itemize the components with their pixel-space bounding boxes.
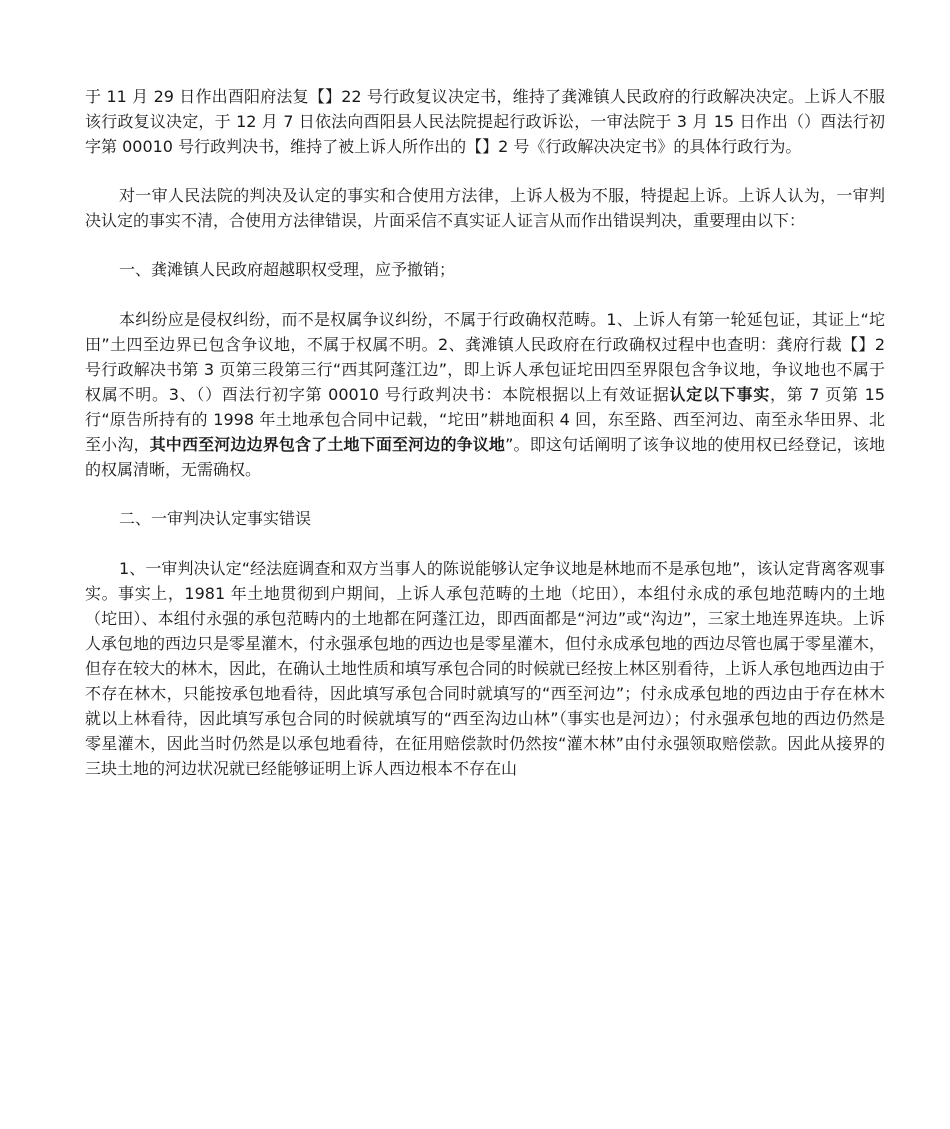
paragraph-2: 对一审人民法院的判决及认定的事实和合使用方法律，上诉人极为不服，特提起上诉。上诉人认为，一审判决认定的事实不清，合使用方法律错误，片面采信不真实证人证言从而作出错误判决，重要理由以下： bbox=[85, 186, 885, 230]
paragraph-3-bold-a: 认定以下事实 bbox=[669, 385, 770, 404]
section-heading-2: 二、一审判决认定事实错误 bbox=[119, 509, 312, 528]
paragraph-3-bold-b: 其中西至河边边界包含了土地下面至河边的争议地 bbox=[149, 435, 506, 454]
paragraph-3-text-d: ”。即这句话阐明了该争议地的使用权已经登记，该地的权属清晰，无需确权。 bbox=[85, 435, 885, 479]
paragraph-1: 于 11 月 29 日作出酉阳府法复【】22 号行政复议决定书，维持了龚滩镇人民政府的行政解决决定。上诉人不服该行政复议决定，于 12 月 7 日依法向酉阳县人民法院提起行政诉讼，一审法院于 3 月 15 日作出（）酉法行初字第 00010 号行政判决书，维持了被上诉人所作出的【】2 号《行政解决决定书》的具体行政行为。 bbox=[85, 87, 885, 156]
paragraph-3-text-a: 本纠纷应是侵权纠纷，而不是权属争议纠纷，不属于行政确权范畴。1、上诉人有第一轮延包证，其证上“坨田”土四至边界已包含争议地，不属于权属不明。2、龚滩镇人民政府在行政确权过程中也查明：龚府行裁【】2 号行政解决书第 3 页第三段第三行“西其阿蓬江边”，即上诉人承包证坨田四至界限包含争议地，争议地也不属于权属不明。3、（）酉法行初字第 00010 号行政判决书：本院根据以上有效证据 bbox=[85, 310, 885, 404]
paragraph-3-text-c: ，第 7 页第 15 行“原告所持有的 1998 年土地承包合同中记载，“坨田”耕地面积 4 回，东至路、西至河边、南至永华田界、北至小沟， bbox=[85, 385, 885, 454]
document-page bbox=[85, 84, 885, 781]
paragraph-3 bbox=[85, 307, 885, 482]
section-heading-1: 一、龚滩镇人民政府超越职权受理，应予撤销； bbox=[119, 260, 456, 279]
paragraph-4: 1、一审判决认定“经法庭调查和双方当事人的陈说能够认定争议地是林地而不是承包地”，该认定背离客观事实。事实上，1981 年土地贯彻到户期间，上诉人承包范畴的土地（坨田），本组付永成的承包地范畴内的土地（坨田）、本组付永强的承包范畴内的土地都在阿蓬江边，即西面都是“河边”或“沟边”，三家土地连界连块。上诉人承包地的西边只是零星灌木，付永强承包地的西边也是零星灌木，但付永成承包地的西边尽管也属于零星灌木，但存在较大的林木，因此，在确认土地性质和填写承包合同的时候就已经按上林区别看待，上诉人承包地西边由于不存在林木，只能按承包地看待，因此填写承包合同时就填写的“西至河边”；付永成承包地的西边由于存在林木就以上林看待，因此填写承包合同的时候就填写的“西至沟边山林”（事实也是河边）；付永强承包地的西边仍然是零星灌木，因此当时仍然是以承包地看待，在征用赔偿款时仍然按“灌木林”由付永强领取赔偿款。因此从接界的三块土地的河边状况就已经能够证明上诉人西边根本不存在山 bbox=[85, 559, 886, 778]
